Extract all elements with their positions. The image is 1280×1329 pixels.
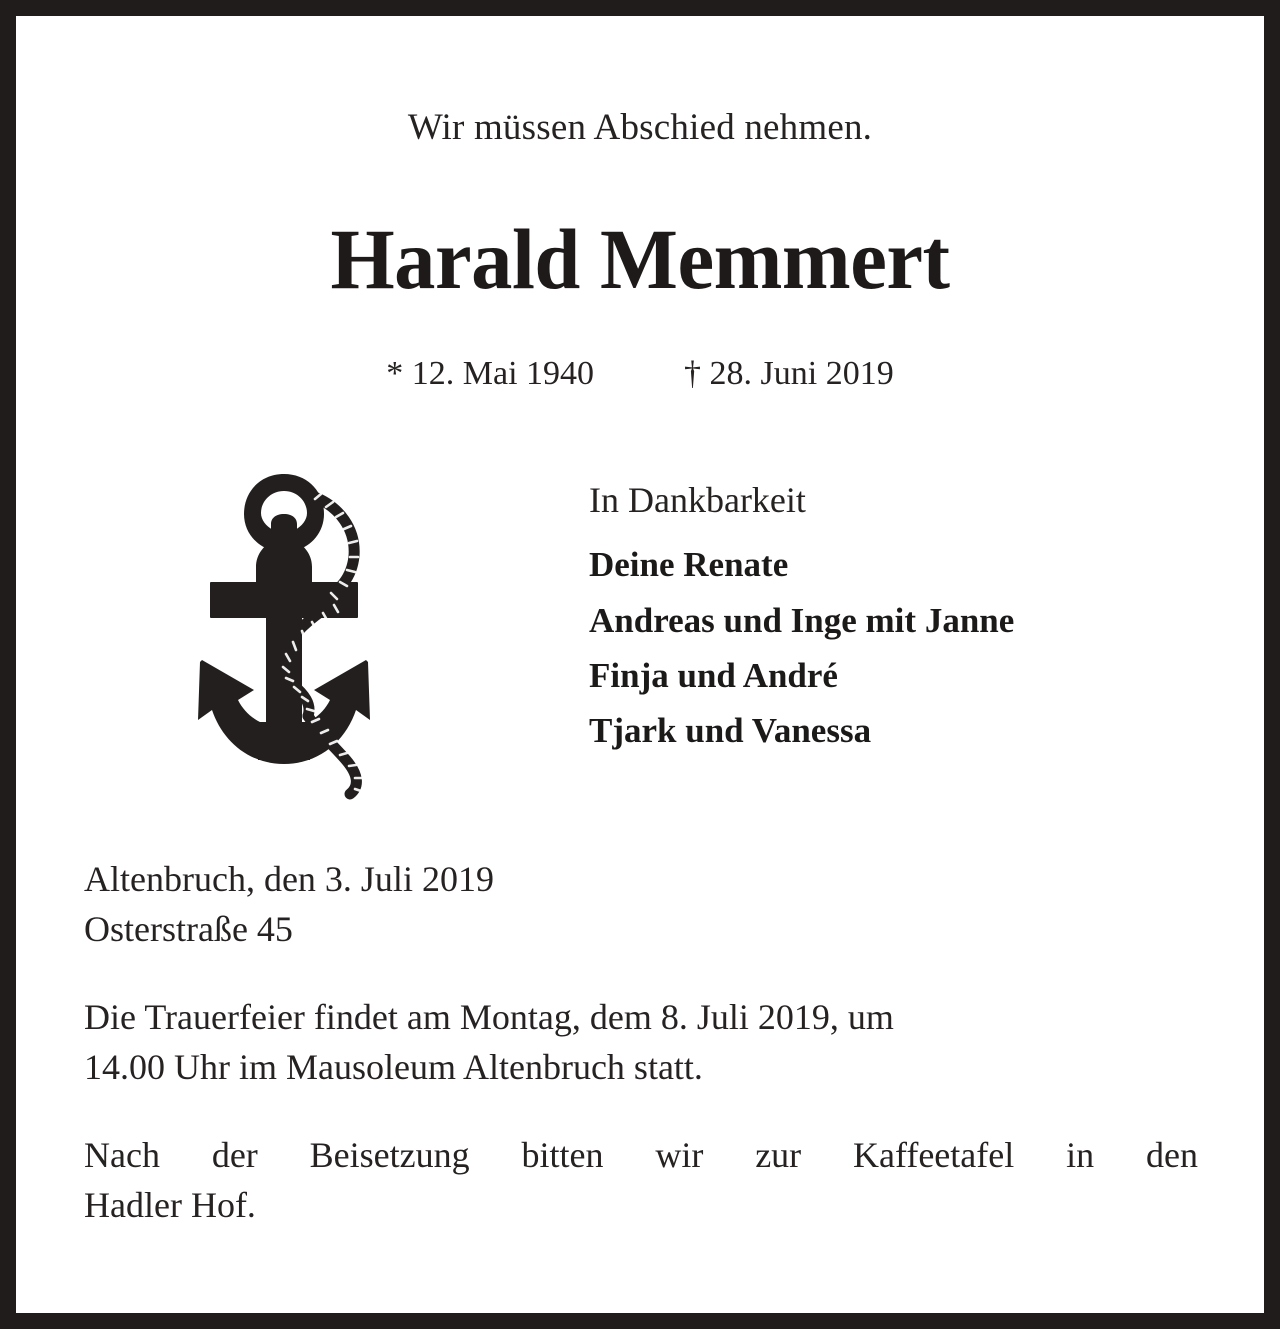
address-paragraph [84,854,1198,954]
reception-line-2: Hadler Hof. [84,1185,256,1226]
reception-paragraph [84,1130,1198,1230]
deceased-name: Harald Memmert [330,211,950,307]
lead-line: Wir müssen Abschied nehmen. [407,107,873,148]
family-name: Finja und André [589,655,838,695]
notice-sheet [16,16,1264,1313]
place-and-date: Altenbruch, den 3. Juli 2019 [84,859,494,899]
birth-date-text: * 12. Mai 1940 [386,355,595,392]
family-name: Deine Renate [589,545,789,585]
family-name: Tjark und Vanessa [589,711,872,751]
lower-text-block [84,854,1198,1230]
ceremony-line-2: 14.00 Uhr im Mausoleum Altenbruch statt. [84,1047,703,1088]
reception-line-1: Nach der Beisetzung bitten wir zur Kaffeetafel in den [84,1135,1198,1176]
ceremony-paragraph [84,992,1198,1092]
street-address: Osterstraße 45 [84,909,293,950]
family-block [589,480,1189,759]
life-dates [16,353,1264,393]
ceremony-line-1: Die Trauerfeier findet am Montag, dem 8. Juli 2019, um [84,997,894,1038]
family-name: Andreas und Inge mit Janne [589,600,1015,640]
emblem-and-family-band [16,456,1264,816]
death-date-text: † 28. Juni 2019 [684,355,894,392]
anchor-with-rope-icon [188,464,440,804]
gratitude-line: In Dankbarkeit [589,480,806,520]
